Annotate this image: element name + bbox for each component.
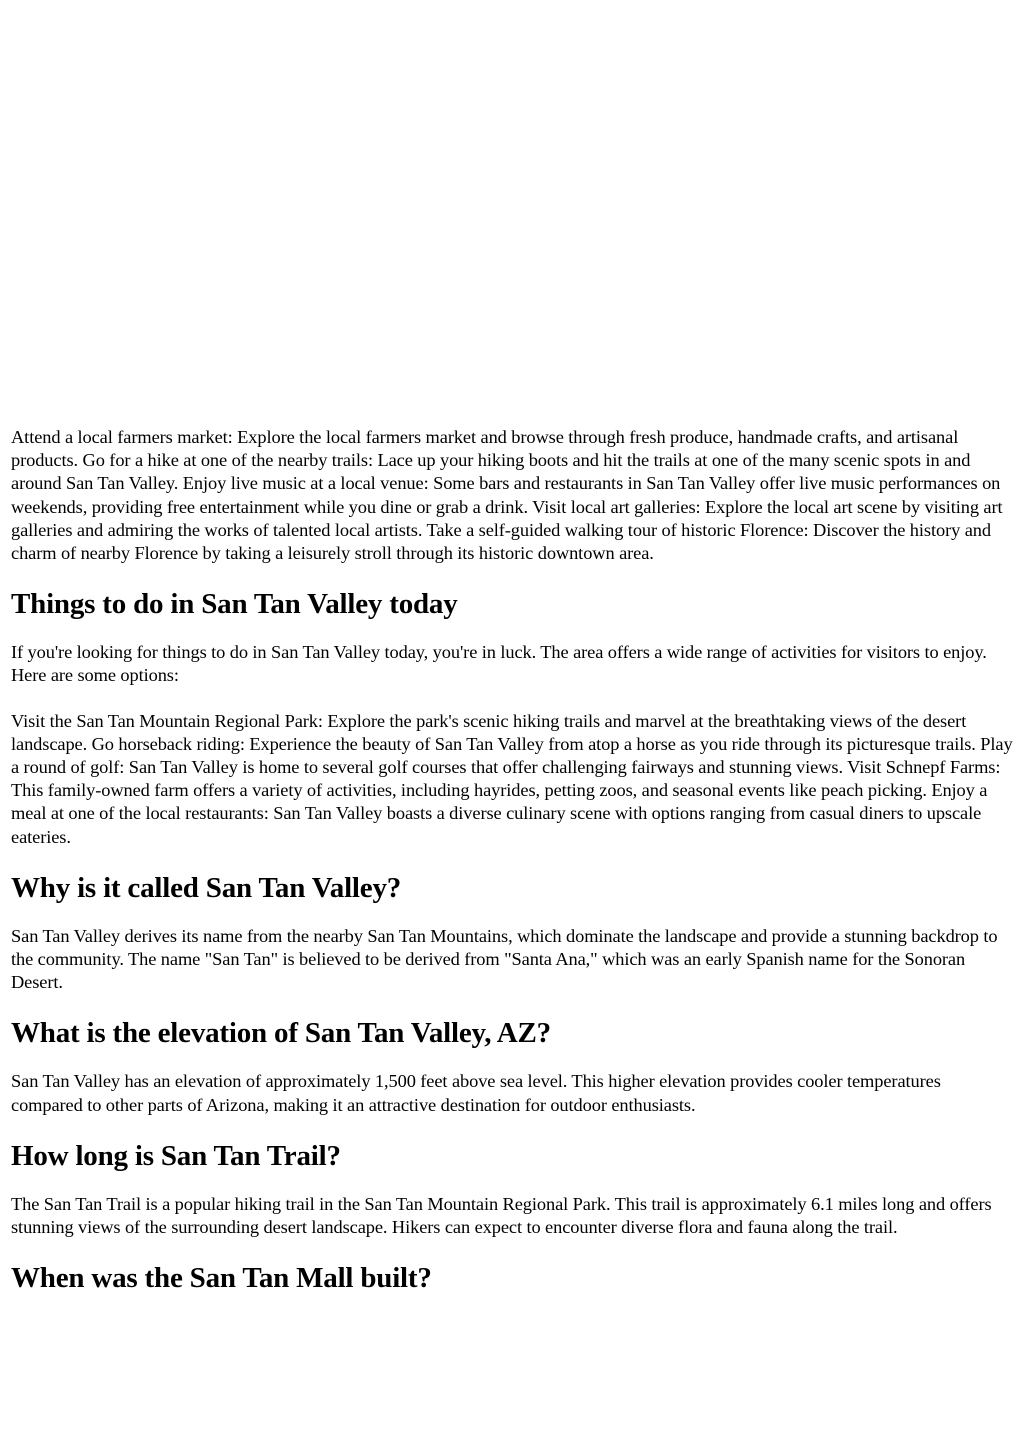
intro-paragraph: Attend a local farmers market: Explore the local farmers market and browse through fresh produce, handmade crafts, and artisanal products. Go for a hike at one of the nearby trails: Lace up your hiking boots and hit the trails at one of the many scenic spots in and around San Tan Valley. Enjoy live music at a local venue: Some bars and restaurants in San Tan Valley offer live music performances on weekends, providing free entertainment while you dine or grab a drink. Visit local art galleries: Explore the local art scene by visiting art galleries and admiring the works of talented local artists. Take a self-guided walking tour of historic Florence: Discover the history and charm of nearby Florence by taking a leisurely stroll through its historic downtown area. (11, 427, 1003, 564)
things-to-do-list-paragraph: Visit the San Tan Mountain Regional Park: Explore the park's scenic hiking trails and marvel at the breathtaking views of the desert landscape. Go horseback riding: Experience the beauty of San Tan Valley from atop a horse as you ride through its picturesque trails. Play a round of golf: San Tan Valley is home to several golf courses that offer challenging fairways and stunning views. Visit Schnepf Farms: This family-owned farm offers a variety of activities, including hayrides, petting zoos, and seasonal events like peach picking. Enjoy a meal at one of the local restaurants: San Tan Valley boasts a diverse culinary scene with options ranging from casual diners to upscale eateries. (11, 710, 1013, 847)
heading-things-to-do-today: Things to do in San Tan Valley today (11, 588, 458, 621)
heading-elevation: What is the elevation of San Tan Valley, AZ? (11, 1017, 551, 1050)
things-to-do-intro-paragraph: If you're looking for things to do in San Tan Valley today, you're in luck. The area offers a wide range of activities for visitors to enjoy. Here are some options: (11, 642, 987, 686)
name-origin-paragraph: San Tan Valley derives its name from the nearby San Tan Mountains, which dominate the landscape and provide a stunning backdrop to the community. The name "San Tan" is believed to be derived from "Santa Ana," which was an early Spanish name for the Sonoran Desert. (11, 925, 998, 993)
article-body (11, 426, 1015, 1295)
heading-why-called-san-tan-valley: Why is it called San Tan Valley? (11, 871, 402, 904)
heading-san-tan-trail-length: How long is San Tan Trail? (11, 1139, 341, 1172)
heading-san-tan-mall-built: When was the San Tan Mall built? (11, 1262, 432, 1295)
elevation-paragraph: San Tan Valley has an elevation of approximately 1,500 feet above sea level. This higher elevation provides cooler temperatures compared to other parts of Arizona, making it an attractive destination for outdoor enthusiasts. (11, 1071, 941, 1115)
trail-paragraph: The San Tan Trail is a popular hiking trail in the San Tan Mountain Regional Park. This trail is approximately 6.1 miles long and offers stunning views of the surrounding desert landscape. Hikers can expect to encounter diverse flora and fauna along the trail. (11, 1193, 992, 1238)
